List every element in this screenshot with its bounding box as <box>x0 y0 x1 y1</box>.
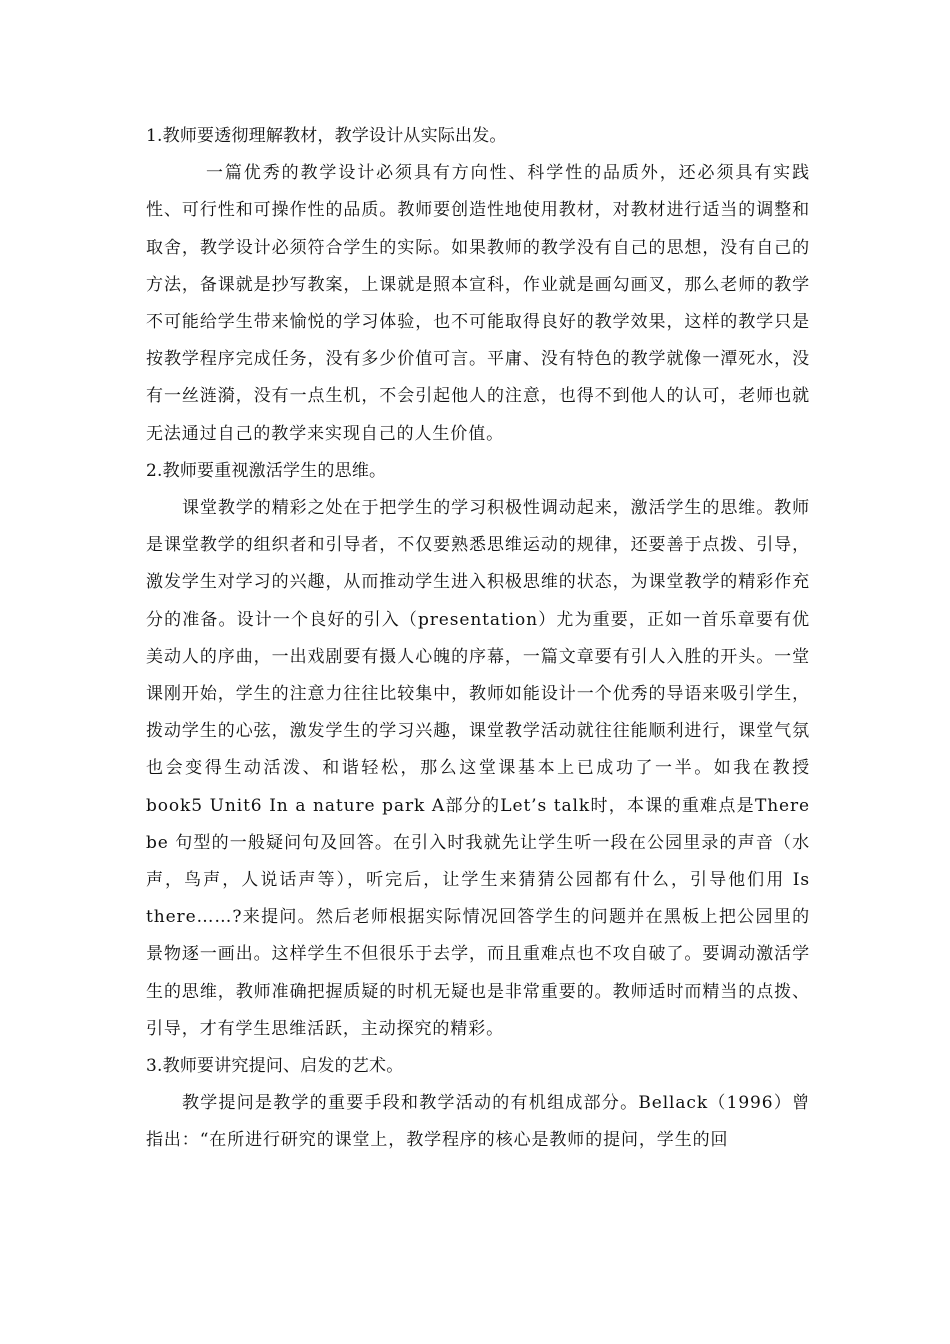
section-1-heading: 1.教师要透彻理解教材，教学设计从实际出发。 <box>146 126 507 146</box>
section-1-body: 一篇优秀的教学设计必须具有方向性、科学性的品质外，还必须具有实践性、可行性和可操作性的品质。教师要创造性地使用教材，对教材进行适当的调整和取舍，教学设计必须符合学生的实际。如果教师的教学没有自己的思想，没有自己的方法，备课就是抄写教案，上课就是照本宣科，作业就是画勾画叉，那么老师的教学不可能给学生带来愉悦的学习体验，也不可能取得良好的教学效果，这样的教学只是按教学程序完成任务，没有多少价值可言。平庸、没有特色的教学就像一潭死水，没有一丝涟漪，没有一点生机，不会引起他人的注意，也得不到他人的认可，老师也就无法通过自己的教学来实现自己的人生价值。 <box>146 163 810 444</box>
section-2-heading: 2.教师要重视激活学生的思维。 <box>146 460 387 481</box>
section-2-body: 课堂教学的精彩之处在于把学生的学习积极性调动起来，激活学生的思维。教师是课堂教学的组织者和引导者，不仅要熟悉思维运动的规律，还要善于点拨、引导，激发学生对学习的兴趣，从而推动学生进入积极思维的状态，为课堂教学的精彩作充分的准备。设计一个良好的引入（presentation）尤为重要，正如一首乐章要有优美动人的序曲，一出戏剧要有摄人心魄的序幕，一篇文章要有引人入胜的开头。一堂课刚开始，学生的注意力往往比较集中，教师如能设计一个优秀的导语来吸引学生，拨动学生的心弦，激发学生的学习兴趣，课堂教学活动就往往能顺利进行，课堂气氛也会变得生动活泼、和谐轻松，那么这堂课基本上已成功了一半。如我在教授book5 Unit6 In a nature park A部分的Let’s talk时，本课的重难点是There be 句型的一般疑问句及回答。在引入时我就先让学生听一段在公园里录的声音（水声，鸟声，人说话声等），听完后，让学生来猜猜公园都有什么，引导他们用 Is there……?来提问。然后老师根据实际情况回答学生的问题并在黑板上把公园里的景物逐一画出。这样学生不但很乐于去学，而且重难点也不攻自破了。要调动激活学生的思维，教师准确把握质疑的时机无疑也是非常重要的。教师适时而精当的点拨、引导，才有学生思维活跃，主动探究的精彩。 <box>146 498 810 1039</box>
document-page <box>146 118 810 1160</box>
section-3-heading: 3.教师要讲究提问、启发的艺术。 <box>146 1056 404 1077</box>
section-3-body: 教学提问是教学的重要手段和教学活动的有机组成部分。Bellack（1996）曾指出：“在所进行研究的课堂上，教学程序的核心是教师的提问，学生的回 <box>146 1093 810 1151</box>
